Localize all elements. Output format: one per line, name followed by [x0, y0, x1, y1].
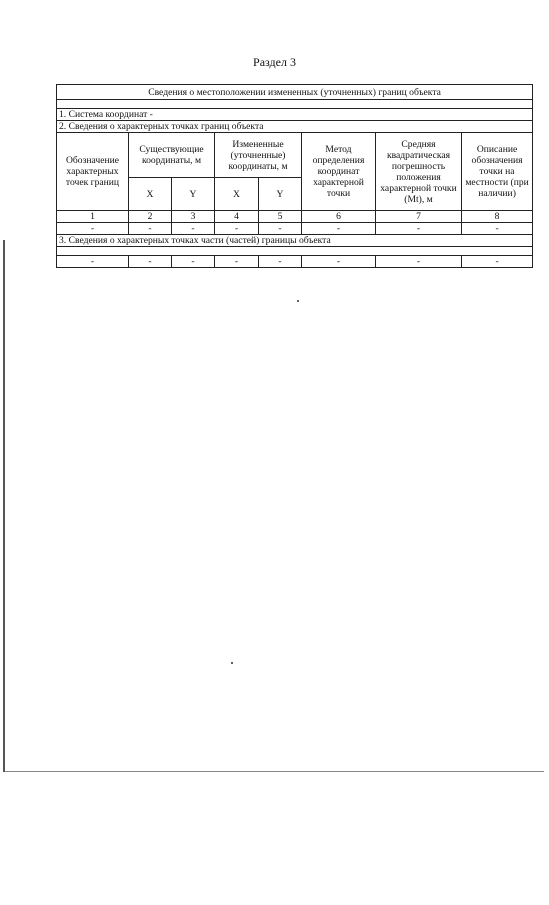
- scan-bottom-edge: [5, 771, 544, 772]
- header-changed-y: Y: [259, 178, 302, 211]
- table-cell: -: [129, 256, 172, 268]
- points-data-row: [57, 223, 533, 235]
- table-cell: -: [462, 223, 533, 235]
- header-designation: Обозначение характерных точек границ: [57, 133, 129, 211]
- column-number: 1: [57, 211, 129, 223]
- table-title: Сведения о местоположении измененных (уточненных) границ объекта: [57, 85, 533, 100]
- column-number: 8: [462, 211, 533, 223]
- scan-left-edge: [3, 240, 5, 772]
- table-cell: -: [215, 223, 259, 235]
- table-cell: -: [259, 223, 302, 235]
- header-changed-x: X: [215, 178, 259, 211]
- table-cell: -: [462, 256, 533, 268]
- table-cell: -: [376, 223, 462, 235]
- column-number: 2: [129, 211, 172, 223]
- column-number: 4: [215, 211, 259, 223]
- column-number: 3: [172, 211, 215, 223]
- header-changed-coords: Измененные (уточненные) координаты, м: [215, 133, 302, 178]
- header-description: Описание обозначения точки на местности (при наличии): [462, 133, 533, 211]
- column-number: 6: [302, 211, 376, 223]
- scan-speck: [297, 300, 299, 302]
- column-number: 7: [376, 211, 462, 223]
- table-cell: -: [376, 256, 462, 268]
- part-heading-row: [57, 235, 533, 247]
- part-data-row: [57, 256, 533, 268]
- part-heading: 3. Сведения о характерных точках части (частей) границы объекта: [57, 235, 533, 247]
- section-title: Раздел 3: [253, 55, 296, 69]
- column-number-row: [57, 211, 533, 223]
- scan-speck: [231, 662, 233, 664]
- column-number: 5: [259, 211, 302, 223]
- header-method: Метод определения координат характерной точки: [302, 133, 376, 211]
- table-cell: -: [172, 223, 215, 235]
- table-cell: -: [57, 223, 129, 235]
- table-cell: -: [172, 256, 215, 268]
- blank-cell: [57, 247, 533, 256]
- blank-row: [57, 247, 533, 256]
- table-cell: -: [129, 223, 172, 235]
- points-heading-row: [57, 121, 533, 133]
- header-existing-y: Y: [172, 178, 215, 211]
- header-error: Средняя квадратическая погрешность положения характерной точки (Mt), м: [376, 133, 462, 211]
- boundary-table: [56, 84, 533, 268]
- table-cell: -: [302, 223, 376, 235]
- table-cell: -: [215, 256, 259, 268]
- table-cell: -: [259, 256, 302, 268]
- table-cell: -: [302, 256, 376, 268]
- table-cell: -: [57, 256, 129, 268]
- header-row-1: [57, 133, 533, 178]
- coordinate-system-row: [57, 109, 533, 121]
- blank-row: [57, 100, 533, 109]
- coordinate-system-label: 1. Система координат -: [57, 109, 533, 121]
- table-title-row: [57, 85, 533, 100]
- blank-cell: [57, 100, 533, 109]
- header-existing-x: X: [129, 178, 172, 211]
- points-heading: 2. Сведения о характерных точках границ объекта: [57, 121, 533, 133]
- header-existing-coords: Существующие координаты, м: [129, 133, 215, 178]
